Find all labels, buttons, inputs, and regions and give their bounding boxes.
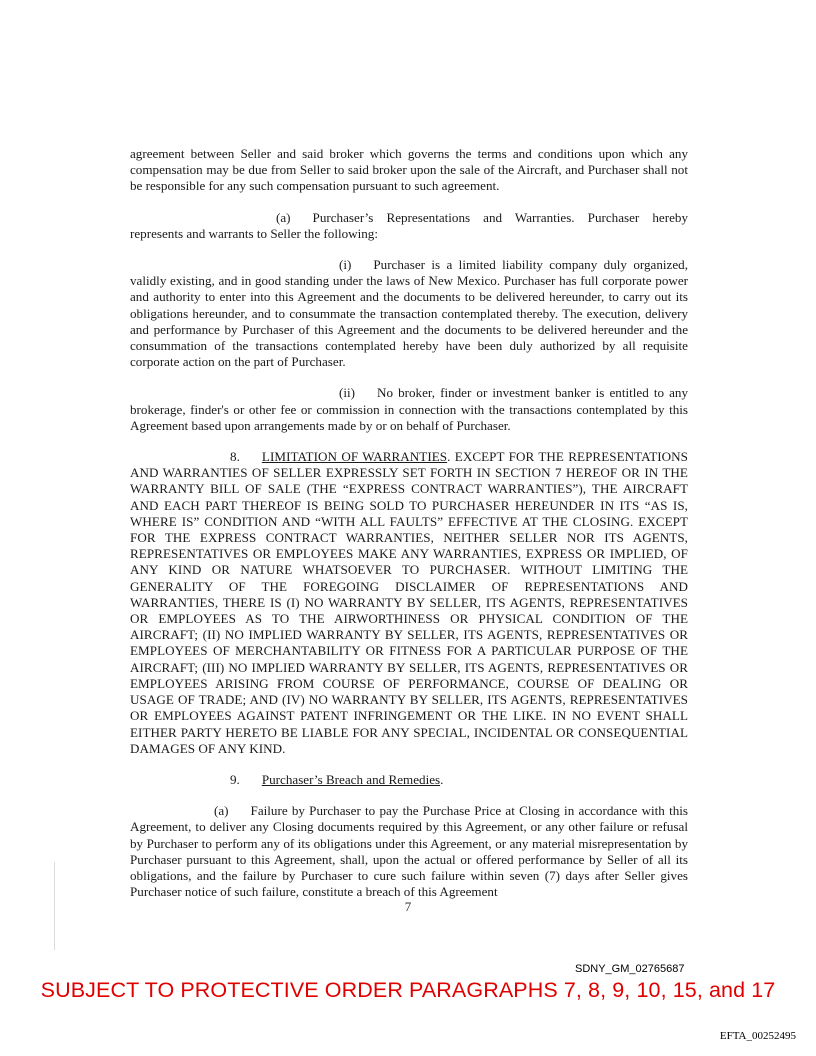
section-8-text: . EXCEPT FOR THE REPRESENTATIONS AND WARRANTIES OF SELLER EXPRESSLY SET FORTH IN SECTION 7 HEREOF OR IN THE WARRANTY BILL OF SALE (THE “EXPRESS CONTRACT WARRANTIES”), THE AIRCRAFT AND EACH PART THEREOF IS BEING SOLD TO PURCHASER HEREUNDER IN ITS “AS IS, WHERE IS” CONDITION AND “WITH ALL FAULTS” EFFECTIVE AT THE CLOSING. EXCEPT FOR THE EXPRESS CONTRACT WARRANTIES, NEITHER SELLER NOR ITS AGENTS, REPRESENTATIVES OR EMPLOYEES MAKE ANY WARRANTIES, EXPRESS OR IMPLIED, OF ANY KIND OR NATURE WHATSOEVER TO PURCHASER. WITHOUT LIMITING THE GENERALITY OF THE FOREGOING DISCLAIMER OF REPRESENTATIONS AND WARRANTIES, THERE IS (I) NO WARRANTY BY SELLER, ITS AGENTS, REPRESENTATIVES OR EMPLOYEES AS TO THE AIRWORTHINESS OR PHYSICAL CONDITION OF THE AIRCRAFT; (II) NO IMPLIED WARRANTY BY SELLER, ITS AGENTS, REPRESENTATIVES OR EMPLOYEES OF MERCHANTABILITY OR FITNESS FOR A PARTICULAR PURPOSE OF THE AIRCRAFT; (III) NO IMPLIED WARRANTY BY SELLER, ITS AGENTS, REPRESENTATIVES OR EMPLOYEES ARISING FROM COURSE OF PERFORMANCE, COURSE OF DEALING OR USAGE OF TRADE; AND (IV) NO WARRANTY BY SELLER, ITS AGENTS, REPRESENTATIVES OR EMPLOYEES AGAINST PATENT INFRINGEMENT OR THE LIKE. IN NO EVENT SHALL EITHER PARTY HERETO BE LIABLE FOR ANY SPECIAL, INCIDENTAL OR CONSEQUENTIAL DAMAGES OF ANY KIND. — [130, 449, 689, 756]
item-i-label: (i) — [339, 257, 352, 273]
efta-number: EFTA_00252495 — [719, 1030, 796, 1042]
page-number: 7 — [404, 899, 412, 914]
section-9-heading — [130, 772, 688, 788]
bates-number: SDNY_GM_02765687 — [575, 963, 685, 975]
item-i-organization — [130, 257, 688, 370]
section-9a-label: (a) — [214, 803, 229, 819]
paragraph-continuation-text: agreement between Seller and said broker which governs the terms and conditions upon which any compensation may be due from Seller to said broker upon the sale of the Aircraft, and Purchaser shall not be responsible for any such compensation pursuant to such agreement. — [130, 146, 688, 194]
section-a-text: Purchaser’s Representations and Warranties. Purchaser hereby represents and warrants to Seller the following: — [130, 209, 688, 241]
item-ii-text: No broker, finder or investment banker is entitled to any brokerage, finder's or other fee or commission in connection with the transactions contemplated by this Agreement based upon arrangements made by or on behalf of Purchaser. — [130, 385, 688, 433]
section-a-label: (a) — [276, 209, 291, 225]
document-body — [130, 146, 688, 900]
section-9-title: Purchaser’s Breach and Remedies — [261, 771, 441, 787]
item-i-text: Purchaser is a limited liability company duly organized, validly existing, and in good standing under the laws of New Mexico. Purchaser has full corporate power and authority to enter into this Agreement and the documents to be delivered hereunder, to carry out its obligations hereunder, and to consummate the transaction contemplated thereby. The execution, delivery and performance by Purchaser of this Agreement and the documents to be delivered hereunder and the consummation of the transactions contemplated hereby have been duly authorized by all requisite corporate action on the part of Purchaser. — [130, 257, 688, 370]
section-9-period: . — [440, 771, 444, 787]
section-8-limitation-of-warranties — [130, 449, 688, 757]
section-8-number: 8. — [230, 449, 240, 465]
section-9-number: 9. — [230, 771, 240, 787]
paragraph-continuation — [130, 146, 688, 195]
scan-edge-line — [54, 862, 55, 950]
item-ii-label: (ii) — [339, 385, 355, 401]
section-9a-failure — [130, 803, 688, 900]
item-ii-broker — [130, 385, 688, 434]
section-9a-text: Failure by Purchaser to pay the Purchase Price at Closing in accordance with this Agreement, to deliver any Closing documents required by this Agreement, or any other failure or refusal by Purchaser to perform any of its obligations under this Agreement, or any material misrepresentation by Purchaser pursuant to this Agreement, shall, upon the actual or offered performance by Seller of all its obligations, and the failure by Purchaser to cure such failure within seven (7) days after Seller gives Purchaser notice of such failure, constitute a breach of this Agreement — [130, 803, 688, 900]
section-a-representations — [130, 210, 688, 242]
section-8-title: LIMITATION OF WARRANTIES — [261, 449, 448, 465]
protective-order-notice: SUBJECT TO PROTECTIVE ORDER PARAGRAPHS 7, 8, 9, 10, 15, and 17 — [40, 978, 776, 1002]
